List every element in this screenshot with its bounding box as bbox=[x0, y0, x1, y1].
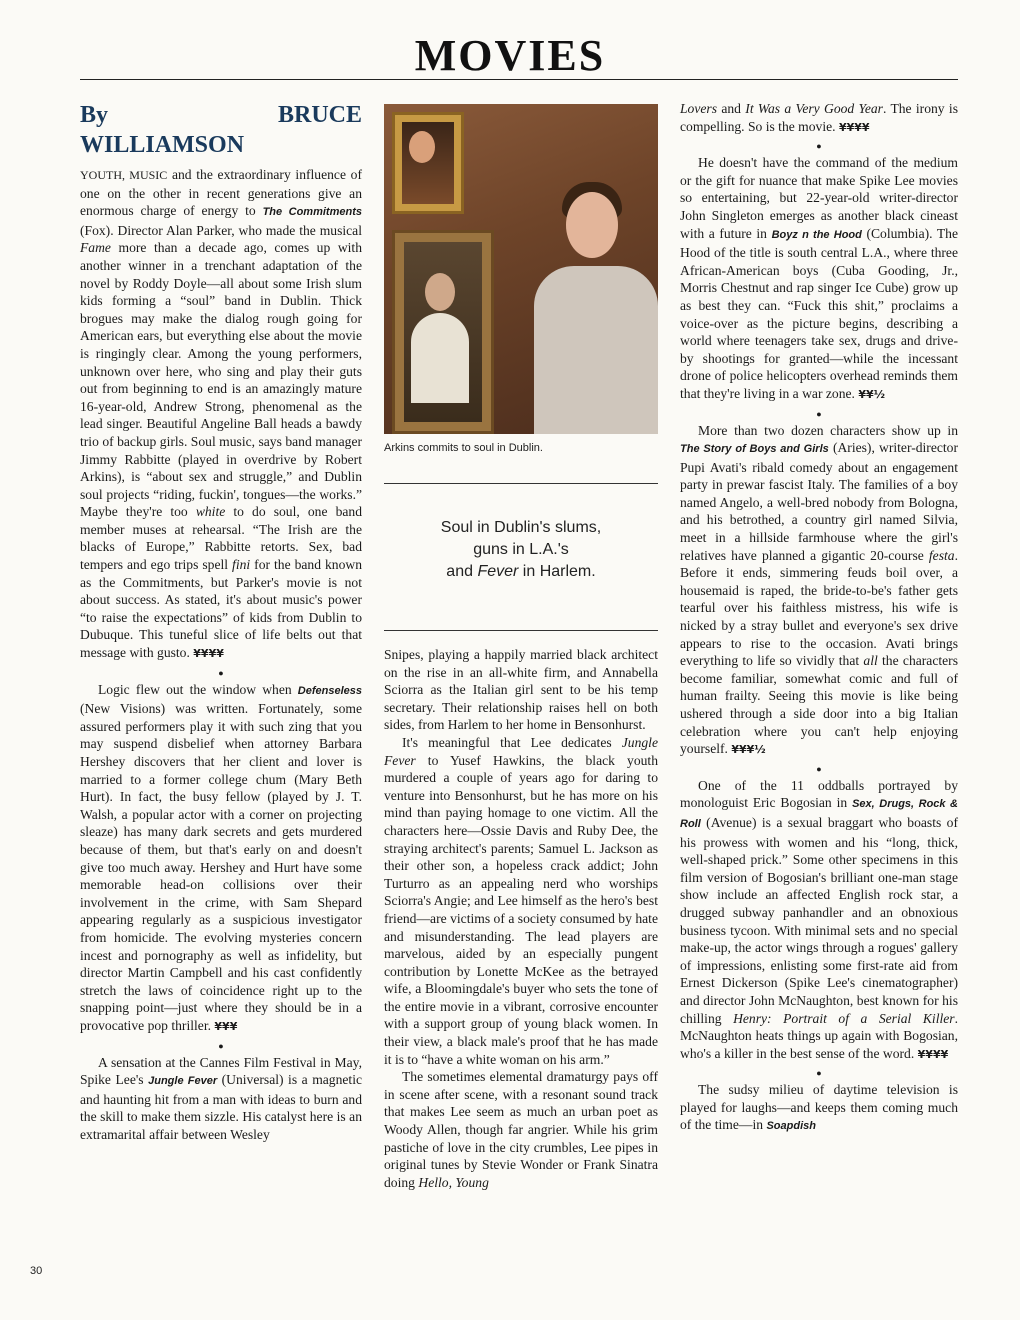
header-rule bbox=[80, 79, 958, 80]
byline: By BRUCE WILLIAMSON bbox=[80, 102, 362, 158]
film-title: The Story of Boys and Girls bbox=[680, 443, 829, 456]
rating-stars: ¥¥¥¥ bbox=[193, 647, 224, 661]
photo-caption: Arkins commits to soul in Dublin. bbox=[384, 442, 543, 454]
film-title: Defenseless bbox=[297, 684, 362, 697]
page-number: 30 bbox=[30, 1265, 43, 1277]
review-jungle-fever-music: The sometimes elemental dramaturgy pays off in scene after scene, with a resonant sound track that makes Lee seem as much an urban poet as Woody Allen, though far angrier. While his grim pastiche of love in the city crumbles, Lee pipes in original tunes by Stevie Wonder or Frank Sinatra doing Hello, Young bbox=[384, 1069, 658, 1190]
column-2 bbox=[384, 646, 658, 1191]
header-title: MOVIES bbox=[414, 31, 606, 80]
review-boys-and-girls: More than two dozen characters show up in The Story of Boys and Girls (Aries), writer-director Pupi Avati's ribald comedy about an engagement party in prewar fascist Italy. The families of a boy named Angelo, a well-bred nobody from Bologna, and his betrothed, a country girl named Silvia, meet in a hillside farmhouse where the girl's relatives have planned a gigantic 20-course festa. Before it ends, simmering feuds boil over, a housemaid is raped, the bride-to-be's father gets tearful over his faithless mistress, his wife is nicked by a stray bullet and everyone's sex drive appears to rise to the occasion. Avati brings everything to life so vividly that all the characters become familiar, somewhat comic and full of human frailty. Seeing this movie is like being ushered through a side door into a big Italian celebration where you can't help enjoying yourself. ¥¥¥½ bbox=[680, 422, 958, 757]
review-soapdish: The sudsy milieu of daytime television is played for laughs—and keeps them coming much of the time—in Soapdish bbox=[680, 1082, 958, 1133]
rating-stars: ¥¥¥¥ bbox=[917, 1047, 949, 1061]
rating-stars: ¥¥¥¥ bbox=[838, 120, 870, 134]
pull-quote-rule-top bbox=[384, 483, 658, 484]
actor-figure bbox=[534, 174, 658, 434]
photo bbox=[384, 104, 658, 434]
section-bullet: ● bbox=[218, 1040, 224, 1051]
film-title: The Commitments bbox=[262, 206, 362, 219]
pull-quote: Soul in Dublin's slums, guns in L.A.'s and Fever in Harlem. bbox=[440, 519, 602, 580]
section-bullet: ● bbox=[816, 763, 822, 774]
pull-quote-rule-bottom bbox=[384, 630, 658, 631]
review-jungle-fever-cont: Snipes, playing a happily married black architect on the rise in an all-white firm, and Annabella Sciorra as the Italian girl sent to be his temp secretary. Their relationship raises hell on both sides, from Harlem to her home in Bensonhurst. bbox=[384, 647, 658, 733]
review-sex-drugs-rock-roll: One of the 11 oddballs portrayed by monologuist Eric Bogosian in Sex, Drugs, Rock & Roll (Avenue) is a sexual braggart who boasts of his prowess with women and his “long, thick, well-shaped prick.” Some other specimens in this film version of Bogosian's brilliant one-man stage show include an affected English rock star, a drugged subway panhandler and an obnoxious business tycoon. With minimal sets and no special make-up, the actor wings through a rogues' gallery of impressions, enlisting some first-rate aid from Ernest Dickerson (Spike Lee's cinematographer) and director John McNaughton, best known for his chilling Henry: Portrait of a Serial Killer. McNaughton heats things up again with Bogosian, who's a killer in the best sense of the word. ¥¥¥¥ bbox=[680, 777, 959, 1061]
review-defenseless: Logic flew out the window when Defenseless (New Visions) was written. Fortunately, some assured performers play it with such zing that you may suspend disbelief when attorney Barbara Hershey discovers that her client and lover is married to a former college chum (Mary Beth Hurt). In fact, the busy fellow (played by J. T. Walsh, a popular actor with a corner on projecting sleaze) has many dark secrets and gets murdered because of them, but that's early on and doesn't give too much away. Hershey and Hurt have some memorable head-on collisions over their involvement in the crime, with Sam Shepard appearing regularly as a suspicious investigator from homicide. The evolving mysteries concern incest and pornography as well as infidelity, but director Martin Campbell and his cast confidently stretch the laws of coincidence right up to the snapping point—just where they should be in a provocative pop thriller. ¥¥¥ bbox=[80, 681, 362, 1033]
film-title: Sex, Drugs, Rock & Roll bbox=[680, 798, 959, 830]
film-title: Boyz n the Hood bbox=[771, 228, 862, 241]
review-commitments: YOUTH, MUSIC and the extraordinary influence of one on the other in recent generations give an enormous charge of energy to The Commitments (Fox). Director Alan Parker, who made the musical Fame more than a decade ago, comes up with another winner in a trenchant adaptation of the novel by Roddy Doyle—all about some Irish slum kids forming a “soul” band in Dublin. Thick brogues may make the dialog rough going for American ears, but everything else about the movie is ringingly clear. Among the young performers, unknown over here, who sing and play their guts out from beginning to end is an amazingly mature 16-year-old, Andrew Strong, phenomenal as the lead singer. Beautiful Angeline Ball heads a bawdy trio of backup girls. Soul music, says band manager Jimmy Rabbitte (played in overdrive by Robert Arkins), is “about sex and struggle,” and Dublin soul projects “riding, fuckin', tongues—the works.” Maybe they're too white to do soul, one band member muses at rehearsal. “The Irish are the blacks of Europe,” Rabbitte retorts. Sex, bad tempers and ego trips spell fini for the band known as the Commitments, but Parker's movie is not about success. As stated, it's about music's power “to raise the expectations” of kids from Dublin to Dubuque. This tuneful slice of life belts out that message with gusto. ¥¥¥¥ bbox=[80, 167, 363, 661]
section-bullet: ● bbox=[218, 667, 224, 678]
rating-stars: ¥¥¥½ bbox=[731, 743, 766, 757]
rating-stars: ¥¥½ bbox=[858, 387, 886, 401]
framed-portrait-top bbox=[392, 112, 464, 214]
review-boyz-n-the-hood: He doesn't have the command of the medium or the gift for nuance that make Spike Lee movies so entertaining, but 22-year-old writer-director John Singleton emerges as another black cineast with a future in Boyz n the Hood (Columbia). The Hood of the title is south central L.A., where three African-American boys (Cuba Gooding, Jr., Morris Chestnut and rap singer Ice Cube) grow up as best they can. “Fuck this shit,” proclaims a voice-over as the picture begins, describing a world where teenagers take sex, drugs and drive-by shootings for granted—while the incessant drone of police helicopters overhead reminds them that they're living in a war zone. ¥¥½ bbox=[680, 155, 958, 401]
rating-stars: ¥¥¥ bbox=[214, 1019, 238, 1033]
column-3 bbox=[680, 100, 958, 1136]
film-title: Jungle Fever bbox=[148, 1075, 218, 1088]
review-jungle-fever-dedication: It's meaningful that Lee dedicates Jungle Fever to Yusef Hawkins, the black youth murdered a couple of years ago for daring to venture into Bensonhurst, but he has more on his mind than paying homage to one victim. All the characters here—Ossie Davis and Ruby Dee, the straying architect's parents; Samuel L. Jackson as their other son, a hopeless crack addict; John Turturro as an appealing nerd who worships Sciorra's Angie; and Lee himself as the hero's best friend—are victims of a society consumed by hate and misunderstanding. The lead players are marvelous, aided by an especially pungent contribution by Lonette McKee as the betrayed wife, a Bloomingdale's buyer who sets the tone of the entire movie in a vibrant, corrosive encounter with a support group of young black women. In their view, a black male's proof that he has made it is to “have a white woman on his arm.” bbox=[384, 734, 658, 1067]
review-jungle-fever: A sensation at the Cannes Film Festival in May, Spike Lee's Jungle Fever (Universal) is a magnetic and haunting hit from a man with ideas to burn and the skill to make them sizzle. His catalyst here is an extramarital affair between Wesley bbox=[80, 1054, 363, 1142]
section-bullet: ● bbox=[816, 141, 822, 152]
section-bullet: ● bbox=[816, 1068, 822, 1079]
column-1 bbox=[80, 100, 362, 1143]
review-jungle-fever-end: Lovers and It Was a Very Good Year. The irony is compelling. So is the movie. ¥¥¥¥ bbox=[680, 101, 958, 134]
film-title: Soapdish bbox=[766, 1120, 816, 1133]
section-bullet: ● bbox=[816, 408, 822, 419]
framed-portrait-bottom bbox=[392, 230, 494, 434]
